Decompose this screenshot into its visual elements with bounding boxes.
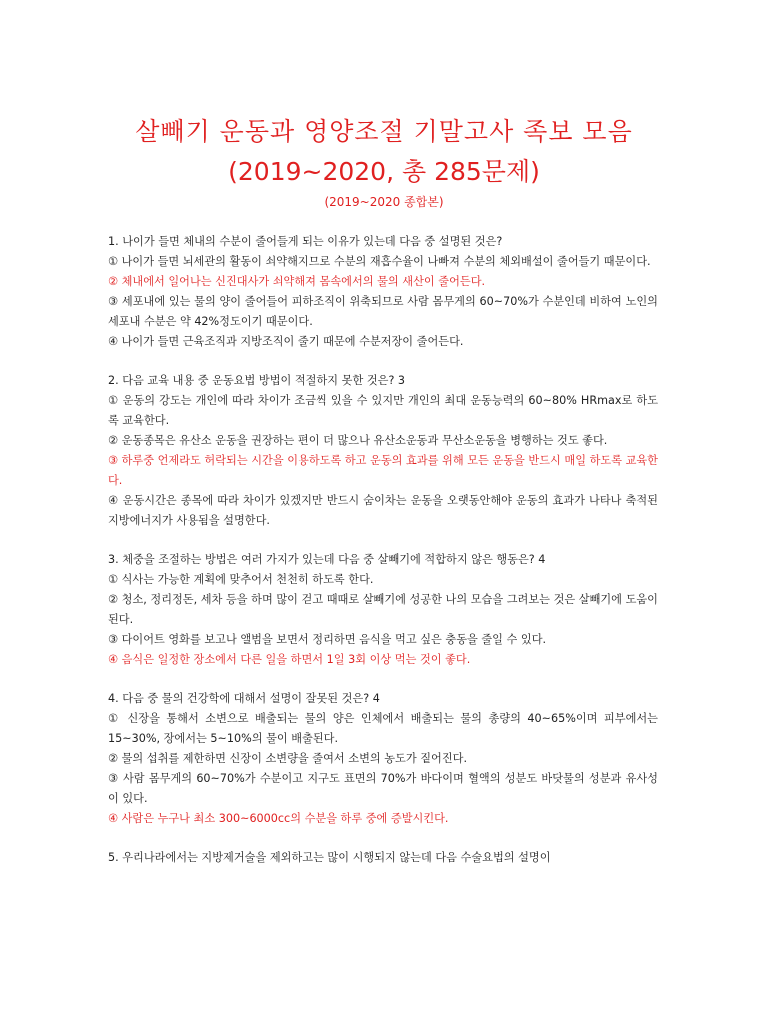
document-title: 살빼기 운동과 영양조절 기말고사 족보 모음 [135, 117, 633, 146]
question-stem: 5. 우리나라에서는 지방제거술을 제외하고는 많이 시행되지 않는데 다음 수술요법의 설명이 [108, 851, 551, 864]
document-subtitle: (2019~2020 종합본) [324, 195, 444, 209]
option-4-answer: ④ 음식은 일정한 장소에서 다른 일을 하면서 1일 3회 이상 먹는 것이 좋다. [108, 653, 471, 666]
question-3 [108, 550, 658, 670]
option-2: ② 청소, 정리정돈, 세차 등을 하며 많이 걷고 때때로 살빼기에 성공한 나의 모습을 그려보는 것은 살빼기에 도움이 된다. [108, 593, 658, 626]
option-1: ① 나이가 들면 뇌세관의 활동이 쇠약해지므로 수분의 재흡수율이 나빠져 수분의 체외배설이 줄어들기 때문이다. [108, 255, 651, 268]
option-4-answer: ④ 사람은 누구나 최소 300~6000cc의 수분을 하루 중에 증발시킨다. [108, 812, 449, 825]
option-2: ② 물의 섭취를 제한하면 신장이 소변량을 줄여서 소변의 농도가 짙어진다. [108, 752, 467, 765]
question-stem: 3. 체중을 조절하는 방법은 여러 가지가 있는데 다음 중 살빼기에 적합하지 않은 행동은? 4 [108, 553, 546, 566]
question-5 [108, 848, 658, 868]
question-stem: 2. 다음 교육 내용 중 운동요법 방법이 적절하지 못한 것은? 3 [108, 374, 406, 387]
option-2-answer: ② 체내에서 일어나는 신진대사가 쇠약해져 몸속에서의 물의 새산이 줄어든다. [108, 275, 486, 288]
question-2 [108, 371, 658, 531]
question-4 [108, 689, 658, 829]
option-1: ① 운동의 강도는 개인에 따라 차이가 조금씩 있을 수 있지만 개인의 최대 운동능력의 60~80% HRmax로 하도록 교육한다. [108, 394, 658, 427]
option-3-answer: ③ 하루중 언제라도 허락되는 시간을 이용하도록 하고 운동의 효과를 위해 모든 운동을 반드시 매일 하도록 교육한다. [108, 454, 658, 487]
question-list [108, 232, 658, 868]
option-4: ④ 나이가 들면 근육조직과 지방조직이 줄기 때문에 수분저장이 줄어든다. [108, 335, 464, 348]
option-3: ③ 사람 몸무게의 60~70%가 수분이고 지구도 표면의 70%가 바다이며 혈액의 성분도 바닷물의 성분과 유사성이 있다. [108, 772, 658, 805]
question-1 [108, 232, 658, 352]
option-1: ① 신장을 통해서 소변으로 배출되는 물의 양은 인체에서 배출되는 물의 총량의 40~65%이며 피부에서는 15~30%, 장에서는 5~10%의 물이 배출된다. [108, 712, 658, 745]
option-1: ① 식사는 가능한 계획에 맞추어서 천천히 하도록 한다. [108, 573, 374, 586]
question-stem: 1. 나이가 들면 체내의 수분이 줄어들게 되는 이유가 있는데 다음 중 설명된 것은? [108, 235, 503, 248]
option-3: ③ 세포내에 있는 물의 양이 줄어들어 피하조직이 위축되므로 사람 몸무게의 60~70%가 수분인데 비하여 노인의 세포내 수분은 약 42%정도이기 때문이다. [108, 295, 658, 328]
question-stem: 4. 다음 중 물의 건강학에 대해서 설명이 잘못된 것은? 4 [108, 692, 380, 705]
document-title-line2: (2019~2020, 총 285문제) [228, 157, 540, 186]
option-2: ② 운동종목은 유산소 운동을 권장하는 편이 더 많으나 유산소운동과 무산소운동을 병행하는 것도 좋다. [108, 434, 608, 447]
option-4: ④ 운동시간은 종목에 따라 차이가 있겠지만 반드시 숨이차는 운동을 오랫동안해야 운동의 효과가 나타나 축적된 지방에너지가 사용됨을 설명한다. [108, 494, 658, 527]
option-3: ③ 다이어트 영화를 보고나 앨범을 보면서 정리하면 음식을 먹고 싶은 충동을 줄일 수 있다. [108, 633, 547, 646]
